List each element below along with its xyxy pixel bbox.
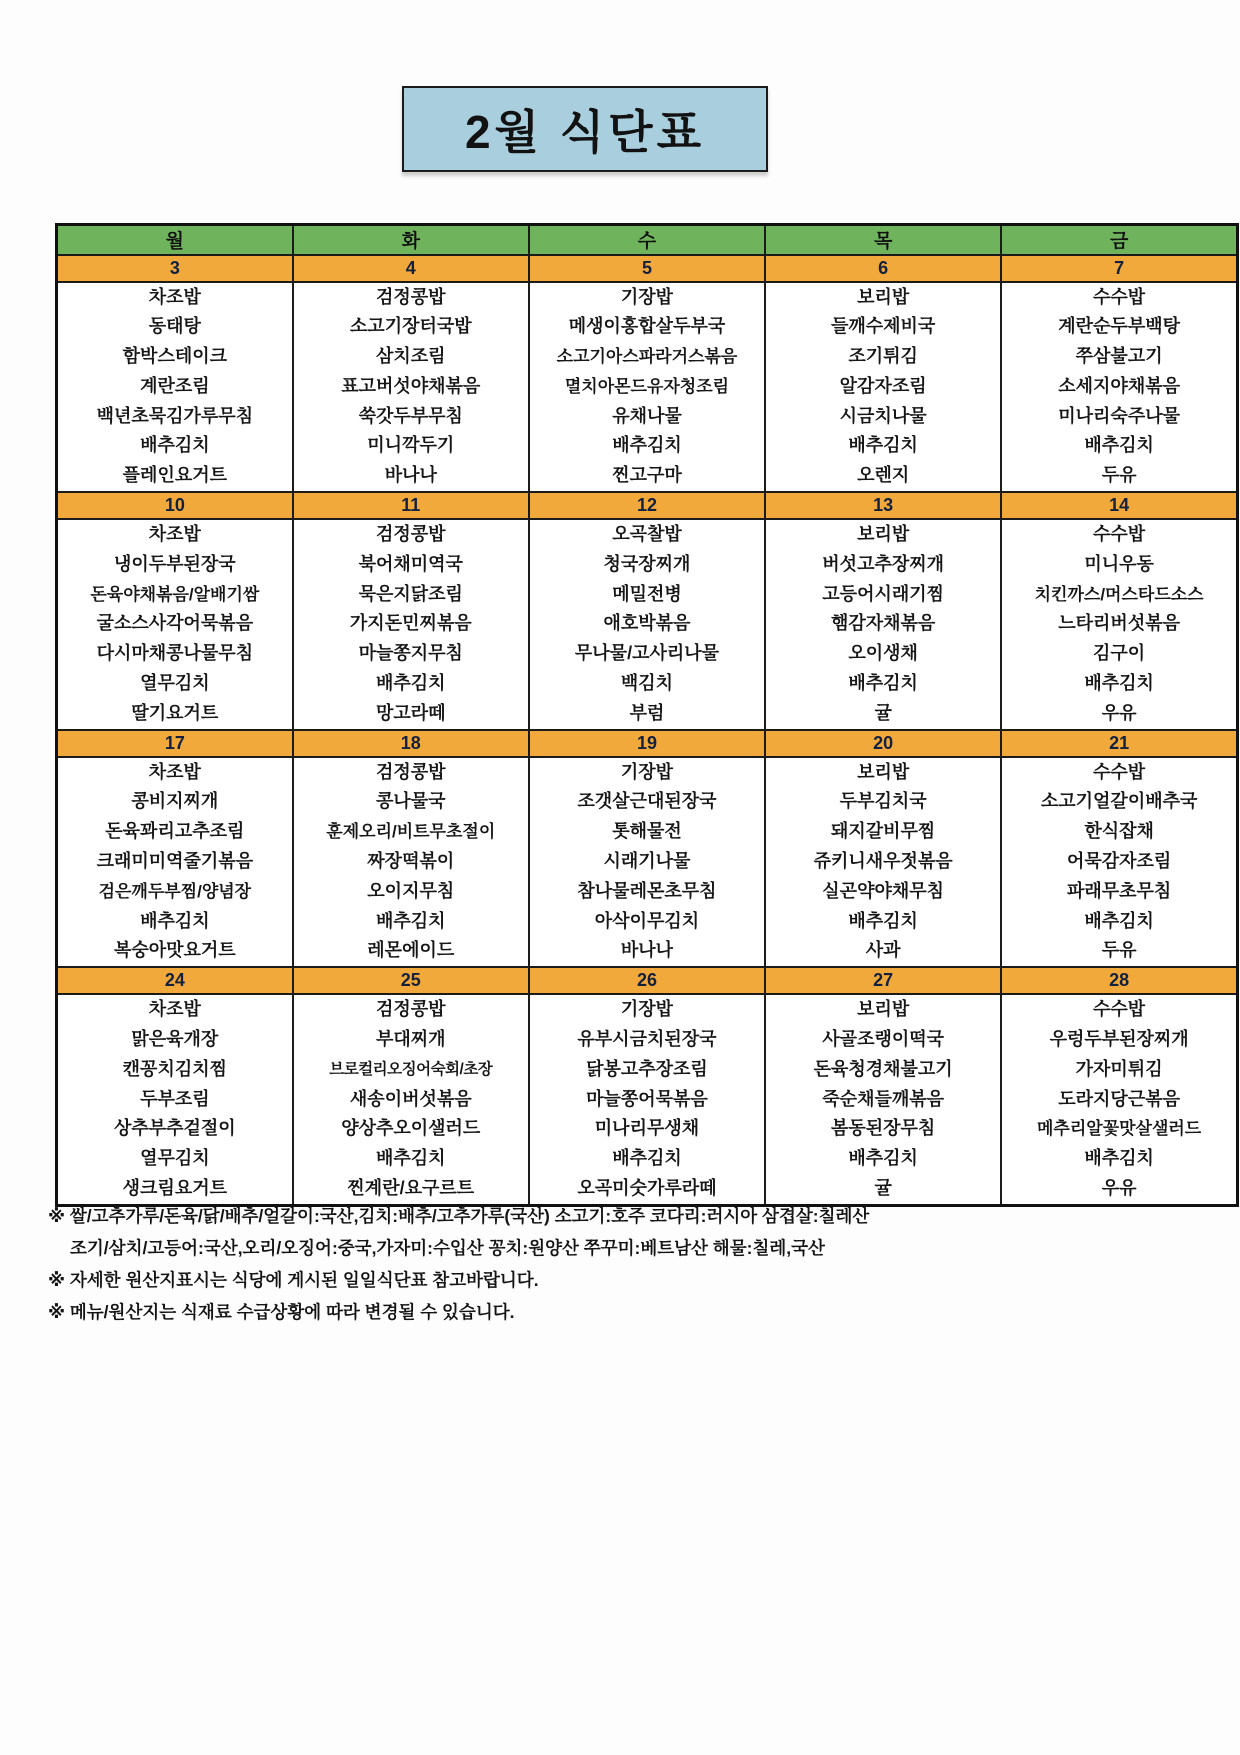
menu-item: 메추리알꽃맛살샐러드 xyxy=(1037,1119,1202,1139)
menu-item: 귤 xyxy=(874,702,892,723)
menu-item: 상추부추겉절이 xyxy=(113,1118,236,1139)
menu-item: 무나물/고사리나물 xyxy=(574,643,720,664)
date-row xyxy=(57,492,1238,519)
menu-item: 애호박볶음 xyxy=(603,613,691,634)
meal-plan-table xyxy=(55,223,1239,1207)
note-line: ※ 자세한 원산지표시는 식당에 게시된 일일식단표 참고바랍니다. xyxy=(48,1270,539,1290)
menu-item: 오이생채 xyxy=(848,643,918,664)
menu-item: 딸기요거트 xyxy=(131,702,219,723)
menu-item: 사골조랭이떡국 xyxy=(822,1029,945,1050)
day-header-cell: 화 xyxy=(293,225,529,255)
menu-item: 차조밥 xyxy=(148,761,201,782)
menu-item: 돼지갈비무찜 xyxy=(830,821,936,842)
menu-item: 두부조림 xyxy=(140,1088,210,1109)
menu-item: 조갯살근대된장국 xyxy=(577,791,717,812)
menu-item: 묵은지닭조림 xyxy=(358,583,463,604)
menu-item: 브로컬리오징어숙회/초장 xyxy=(329,1060,493,1078)
menu-item: 수수밥 xyxy=(1093,761,1146,782)
menu-item: 한식잡채 xyxy=(1084,821,1154,842)
menu-item: 우렁두부된장찌개 xyxy=(1049,1029,1189,1050)
menu-item: 우유 xyxy=(1101,1178,1137,1199)
menu-item: 메생이홍합살두부국 xyxy=(568,316,726,337)
menu-item: 검정콩밥 xyxy=(376,761,446,782)
menu-item: 검정콩밥 xyxy=(376,286,446,307)
menu-item: 쭈삼불고기 xyxy=(1075,346,1163,367)
menu-cell xyxy=(293,994,529,1205)
menu-item: 가지돈민찌볶음 xyxy=(349,613,472,634)
menu-item: 오이지무침 xyxy=(367,880,455,901)
menu-cell xyxy=(57,994,293,1205)
date-cell: 21 xyxy=(1001,730,1237,757)
date-cell: 13 xyxy=(765,492,1001,519)
menu-item: 기장밥 xyxy=(620,999,674,1020)
menu-item: 돈육야채볶음/알배기쌈 xyxy=(90,584,260,604)
menu-cell xyxy=(765,994,1001,1205)
menu-cell xyxy=(293,282,529,493)
day-header-cell: 수 xyxy=(529,225,765,255)
menu-item: 크래미미역줄기볶음 xyxy=(96,851,254,872)
date-cell: 26 xyxy=(529,967,765,994)
menu-item: 보리밥 xyxy=(857,524,910,545)
menu-item: 어묵감자조림 xyxy=(1066,851,1172,872)
menu-item: 가자미튀김 xyxy=(1075,1058,1163,1079)
menu-item: 조기튀김 xyxy=(848,346,918,367)
menu-item: 다시마채콩나물무침 xyxy=(96,643,254,664)
menu-cell xyxy=(57,757,293,968)
menu-item: 사과 xyxy=(865,940,901,961)
menu-cell xyxy=(1001,519,1237,730)
menu-item: 배추김치 xyxy=(376,673,446,694)
menu-item: 우유 xyxy=(1101,702,1137,723)
date-cell: 17 xyxy=(57,730,293,757)
menu-item: 냉이두부된장국 xyxy=(113,553,236,574)
menu-item: 열무김치 xyxy=(140,673,210,694)
menu-cell xyxy=(57,282,293,493)
menu-item: 차조밥 xyxy=(148,524,201,545)
menu-item: 배추김치 xyxy=(1084,1148,1154,1169)
menu-item: 짜장떡볶이 xyxy=(367,851,455,872)
menu-row xyxy=(57,757,1238,968)
menu-item: 오곡찰밥 xyxy=(612,524,682,545)
menu-item: 파래무초무침 xyxy=(1066,880,1172,901)
menu-item: 오곡미숫가루라떼 xyxy=(577,1178,717,1199)
menu-item: 닭봉고추장조림 xyxy=(586,1058,708,1079)
menu-item: 미나리무생채 xyxy=(594,1118,700,1139)
menu-cell xyxy=(293,757,529,968)
menu-item: 계란순두부백탕 xyxy=(1058,316,1180,337)
menu-item: 마늘쫑지무침 xyxy=(358,643,463,664)
menu-item: 수수밥 xyxy=(1093,999,1146,1020)
date-cell: 12 xyxy=(529,492,765,519)
menu-item: 배추김치 xyxy=(1084,910,1154,931)
menu-item: 수수밥 xyxy=(1093,524,1146,545)
menu-item: 멸치아몬드유자청조림 xyxy=(564,376,730,396)
menu-item: 배추김치 xyxy=(140,435,210,456)
date-cell: 3 xyxy=(57,255,293,282)
menu-item: 시래기나물 xyxy=(603,851,691,872)
menu-item: 보리밥 xyxy=(857,761,910,782)
menu-item: 마늘쫑어묵볶음 xyxy=(586,1088,708,1109)
menu-cell xyxy=(293,519,529,730)
menu-item: 메밀전병 xyxy=(612,583,682,604)
menu-item: 바나나 xyxy=(384,465,437,486)
menu-item: 부럼 xyxy=(629,702,665,723)
menu-item: 검정콩밥 xyxy=(376,999,446,1020)
menu-item: 죽순채들깨볶음 xyxy=(822,1088,945,1109)
date-row xyxy=(57,730,1238,757)
menu-item: 귤 xyxy=(874,1178,892,1199)
menu-item: 망고라떼 xyxy=(376,702,446,723)
menu-cell xyxy=(529,757,765,968)
note-line: 조기/삼치/고등어:국산,오리/오징어:중국,가자미:수입산 꽁치:원양산 쭈꾸미:베트남산 해물:칠레,국산 xyxy=(70,1238,825,1258)
menu-item: 느타리버섯볶음 xyxy=(1058,613,1180,634)
menu-item: 두부김치국 xyxy=(839,791,927,812)
page-title: 2월 식단표 xyxy=(464,106,706,158)
menu-item: 쑥갓두부무침 xyxy=(358,405,463,426)
date-cell: 5 xyxy=(529,255,765,282)
menu-item: 검은깨두부찜/양념장 xyxy=(98,881,252,901)
menu-item: 김구이 xyxy=(1093,643,1146,664)
menu-item: 북어채미역국 xyxy=(358,553,463,574)
menu-item: 동태탕 xyxy=(148,316,201,337)
day-header-cell: 금 xyxy=(1001,225,1237,255)
date-cell: 20 xyxy=(765,730,1001,757)
menu-item: 함박스테이크 xyxy=(122,346,227,367)
menu-item: 표고버섯야채볶음 xyxy=(341,375,481,396)
menu-item: 배추김치 xyxy=(612,435,682,456)
menu-item: 배추김치 xyxy=(140,910,210,931)
day-header-cell: 월 xyxy=(57,225,293,255)
date-cell: 28 xyxy=(1001,967,1237,994)
menu-row xyxy=(57,519,1238,730)
note-line: ※ 쌀/고추가루/돈육/닭/배추/얼갈이:국산,김치:배추/고추가루(국산) 소고기:호주 코다리:러시아 삼겹살:칠레산 xyxy=(48,1206,870,1226)
origin-notes xyxy=(48,1200,1218,1328)
menu-item: 기장밥 xyxy=(620,286,674,307)
menu-item: 두유 xyxy=(1101,940,1137,961)
menu-item: 알감자조림 xyxy=(839,375,927,396)
date-row xyxy=(57,255,1238,282)
menu-item: 바나나 xyxy=(620,940,674,961)
menu-cell xyxy=(1001,757,1237,968)
menu-item: 유채나물 xyxy=(612,405,682,426)
date-cell: 25 xyxy=(293,967,529,994)
menu-row xyxy=(57,994,1238,1205)
menu-item: 쥬키니새우젓볶음 xyxy=(813,851,953,872)
menu-item: 돈육꽈리고추조림 xyxy=(105,821,245,842)
menu-item: 유부시금치된장국 xyxy=(577,1029,717,1050)
date-cell: 14 xyxy=(1001,492,1237,519)
menu-item: 소세지야채볶음 xyxy=(1058,375,1180,396)
menu-item: 배추김치 xyxy=(376,1148,446,1169)
date-cell: 19 xyxy=(529,730,765,757)
menu-item: 오렌지 xyxy=(857,465,910,486)
menu-item: 새송이버섯볶음 xyxy=(349,1088,472,1109)
menu-item: 햄감자채볶음 xyxy=(830,613,936,634)
menu-item: 배추김치 xyxy=(848,673,918,694)
menu-item: 부대찌개 xyxy=(376,1029,446,1050)
menu-item: 훈제오리/비트무초절이 xyxy=(326,822,496,842)
date-cell: 27 xyxy=(765,967,1001,994)
menu-item: 치킨까스/머스타드소스 xyxy=(1034,584,1204,604)
menu-item: 검정콩밥 xyxy=(376,524,446,545)
menu-cell xyxy=(765,519,1001,730)
menu-item: 소고기장터국밥 xyxy=(349,316,472,337)
menu-item: 배추김치 xyxy=(1084,673,1154,694)
menu-item: 두유 xyxy=(1101,465,1137,486)
menu-cell xyxy=(529,519,765,730)
menu-item: 들깨수제비국 xyxy=(830,316,936,337)
date-cell: 11 xyxy=(293,492,529,519)
menu-cell xyxy=(1001,994,1237,1205)
note-line: ※ 메뉴/원산지는 식재료 수급상황에 따라 변경될 수 있습니다. xyxy=(48,1302,515,1322)
menu-item: 백년초묵김가루무침 xyxy=(96,405,254,426)
menu-item: 고등어시래기찜 xyxy=(822,583,945,604)
menu-item: 배추김치 xyxy=(376,910,446,931)
menu-item: 아삭이무김치 xyxy=(594,910,700,931)
menu-item: 콩비지찌개 xyxy=(131,791,219,812)
menu-item: 시금치나물 xyxy=(839,405,927,426)
menu-item: 레몬에이드 xyxy=(367,940,455,961)
menu-item: 플레인요거트 xyxy=(122,465,227,486)
menu-cell xyxy=(529,994,765,1205)
menu-item: 돈육청경채불고기 xyxy=(813,1058,953,1079)
menu-item: 맑은육개장 xyxy=(131,1029,219,1050)
date-cell: 10 xyxy=(57,492,293,519)
menu-item: 소고기얼갈이배추국 xyxy=(1040,791,1198,812)
menu-item: 삼치조림 xyxy=(376,346,446,367)
date-cell: 18 xyxy=(293,730,529,757)
menu-item: 계란조림 xyxy=(140,375,210,396)
menu-item: 차조밥 xyxy=(148,999,201,1020)
menu-item: 도라지당근볶음 xyxy=(1058,1088,1180,1109)
date-cell: 4 xyxy=(293,255,529,282)
menu-item: 굴소스사각어묵볶음 xyxy=(96,613,254,634)
day-header-cell: 목 xyxy=(765,225,1001,255)
date-row xyxy=(57,967,1238,994)
day-header-row xyxy=(57,225,1238,255)
menu-row xyxy=(57,282,1238,493)
menu-item: 참나물레몬초무침 xyxy=(577,880,717,901)
menu-item: 봄동된장무침 xyxy=(830,1118,936,1139)
menu-item: 실곤약야채무침 xyxy=(822,880,945,901)
menu-item: 수수밥 xyxy=(1093,286,1146,307)
menu-item: 톳해물전 xyxy=(612,821,682,842)
menu-cell xyxy=(1001,282,1237,493)
menu-item: 보리밥 xyxy=(857,999,910,1020)
date-cell: 24 xyxy=(57,967,293,994)
menu-item: 배추김치 xyxy=(848,910,918,931)
menu-item: 캔꽁치김치찜 xyxy=(122,1058,227,1079)
menu-item: 찐계란/요구르트 xyxy=(347,1178,475,1199)
menu-item: 미나리숙주나물 xyxy=(1058,405,1180,426)
menu-item: 보리밥 xyxy=(857,286,910,307)
menu-item: 기장밥 xyxy=(620,761,674,782)
menu-item: 배추김치 xyxy=(848,1148,918,1169)
menu-item: 콩나물국 xyxy=(376,791,446,812)
menu-item: 백김치 xyxy=(620,673,674,694)
menu-item: 찐고구마 xyxy=(612,465,682,486)
menu-cell xyxy=(765,757,1001,968)
page-title-box xyxy=(402,86,768,172)
menu-item: 청국장찌개 xyxy=(603,553,691,574)
menu-item: 소고기아스파라거스볶음 xyxy=(556,347,738,367)
menu-item: 차조밥 xyxy=(148,286,201,307)
menu-item: 버섯고추장찌개 xyxy=(822,553,945,574)
menu-item: 미니우동 xyxy=(1084,553,1154,574)
menu-item: 배추김치 xyxy=(848,435,918,456)
menu-cell xyxy=(765,282,1001,493)
menu-item: 열무김치 xyxy=(140,1148,210,1169)
menu-item: 생크림요거트 xyxy=(122,1178,227,1199)
date-cell: 6 xyxy=(765,255,1001,282)
menu-item: 배추김치 xyxy=(1084,435,1154,456)
menu-item: 양상추오이샐러드 xyxy=(341,1118,481,1139)
menu-cell xyxy=(529,282,765,493)
menu-item: 복숭아맛요거트 xyxy=(113,940,236,961)
menu-cell xyxy=(57,519,293,730)
menu-item: 미니깍두기 xyxy=(367,435,455,456)
date-cell: 7 xyxy=(1001,255,1237,282)
menu-item: 배추김치 xyxy=(612,1148,682,1169)
